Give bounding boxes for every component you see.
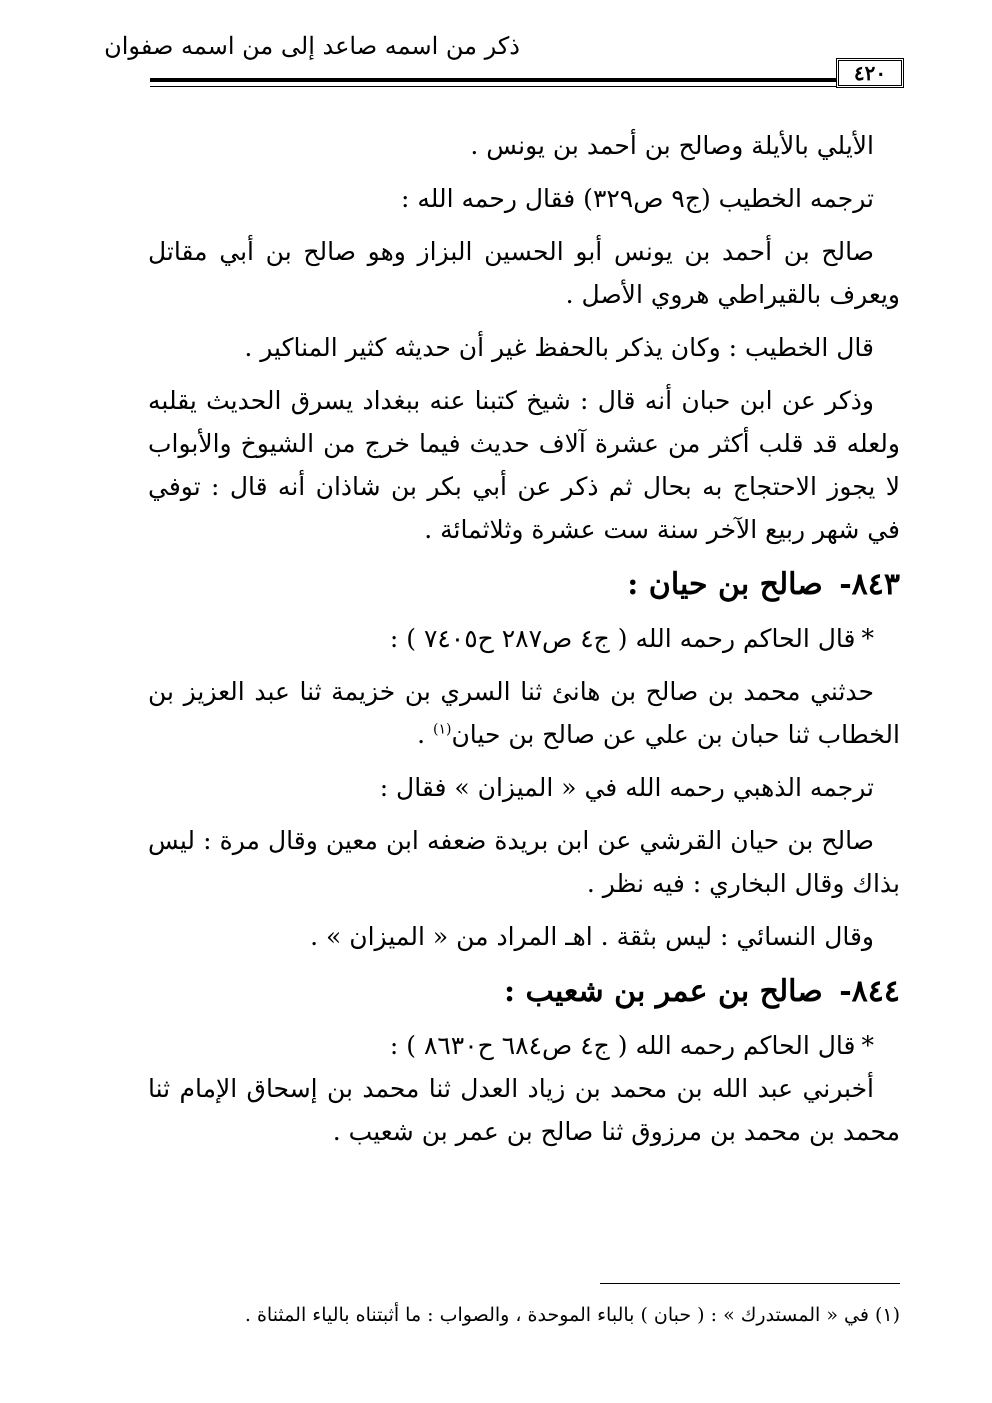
star-marker: * bbox=[861, 624, 874, 653]
biography-843: صالح بن حيان القرشي عن ابن بريدة ضعفه ابن معين وقال مرة : ليس بذاك وقال البخاري : فيه نظر . bbox=[148, 826, 900, 898]
header-rule-thick bbox=[150, 78, 836, 82]
footnote-rule bbox=[600, 1283, 900, 1284]
hakim-citation-text: قال الحاكم رحمه الله ( ج٤ ص٦٨٤ ح٨٦٣٠ ) : bbox=[389, 1031, 856, 1060]
hakim-citation-text: قال الحاكم رحمه الله ( ج٤ ص٢٨٧ ح٧٤٠٥ ) : bbox=[389, 624, 856, 653]
star-marker: * bbox=[861, 1031, 874, 1060]
entry-name-843: صالح بن حيان : bbox=[627, 567, 823, 602]
paragraph-2: ترجمه الخطيب (ج٩ ص٣٢٩) فقال رحمه الله : bbox=[400, 184, 874, 213]
isnad-text: حدثني محمد بن صالح بن هانئ ثنا السري بن خزيمة ثنا عبد العزيز بن الخطاب ثنا حبان بن علي عن صالح بن حيان bbox=[148, 677, 900, 749]
dhahabi-citation-843: ترجمه الذهبي رحمه الله في « الميزان » فقال : bbox=[379, 773, 874, 802]
header-rule-thin bbox=[150, 86, 836, 87]
entry-name-844: صالح بن عمر بن شعيب : bbox=[504, 974, 823, 1009]
entry-number-844: ٨٤٤- bbox=[839, 974, 900, 1009]
paragraph-5: وذكر عن ابن حبان أنه قال : شيخ كتبنا عنه ببغداد يسرق الحديث يقلبه ولعله قد قلب أكثر من عشرة آلاف حديث فيما خرج من الشيوخ والأبواب لا يجوز الاحتجاج به بحال ثم ذكر عن أبي بكر بن شاذان أنه قال : توفي في شهر ربيع الآخر سنة ست عشرة وثلاثمائة . bbox=[148, 386, 900, 544]
paragraph-3: صالح بن أحمد بن يونس أبو الحسين البزاز وهو صالح بن أبي مقاتل ويعرف بالقيراطي هروي الأصل . bbox=[148, 237, 900, 309]
entry-heading-844 bbox=[148, 968, 900, 1016]
paragraph-1: الأيلي بالأيلة وصالح بن أحمد بن يونس . bbox=[470, 131, 874, 160]
footnote-1: (١) في « المستدرك » : ( حبان ) بالباء الموحدة ، والصواب : ما أثبتناه بالياء المثناة . bbox=[244, 1304, 900, 1326]
hakim-citation-843 bbox=[148, 617, 900, 660]
isnad-843 bbox=[148, 670, 900, 756]
running-title: ذكر من اسمه صاعد إلى من اسمه صفوان bbox=[104, 32, 520, 60]
isnad-844: أخبرني عبد الله بن محمد بن زياد العدل ثنا محمد بن إسحاق الإمام ثنا محمد بن محمد بن مرزوق ثنا صالح بن عمر بن شعيب . bbox=[148, 1074, 900, 1146]
entry-heading-843 bbox=[148, 561, 900, 609]
entry-number-843: ٨٤٣- bbox=[839, 567, 900, 602]
nasai-quote-843: وقال النسائي : ليس بثقة . اهـ المراد من « الميزان » . bbox=[310, 922, 874, 951]
main-text bbox=[148, 124, 900, 1163]
paragraph-4: قال الخطيب : وكان يذكر بالحفظ غير أن حديثه كثير المناكير . bbox=[244, 333, 874, 362]
isnad-end: . bbox=[417, 720, 433, 749]
footnote-reference[interactable]: (١) bbox=[432, 721, 452, 738]
hakim-citation-844 bbox=[148, 1024, 900, 1067]
page-number: ٤٢٠ bbox=[836, 58, 904, 88]
